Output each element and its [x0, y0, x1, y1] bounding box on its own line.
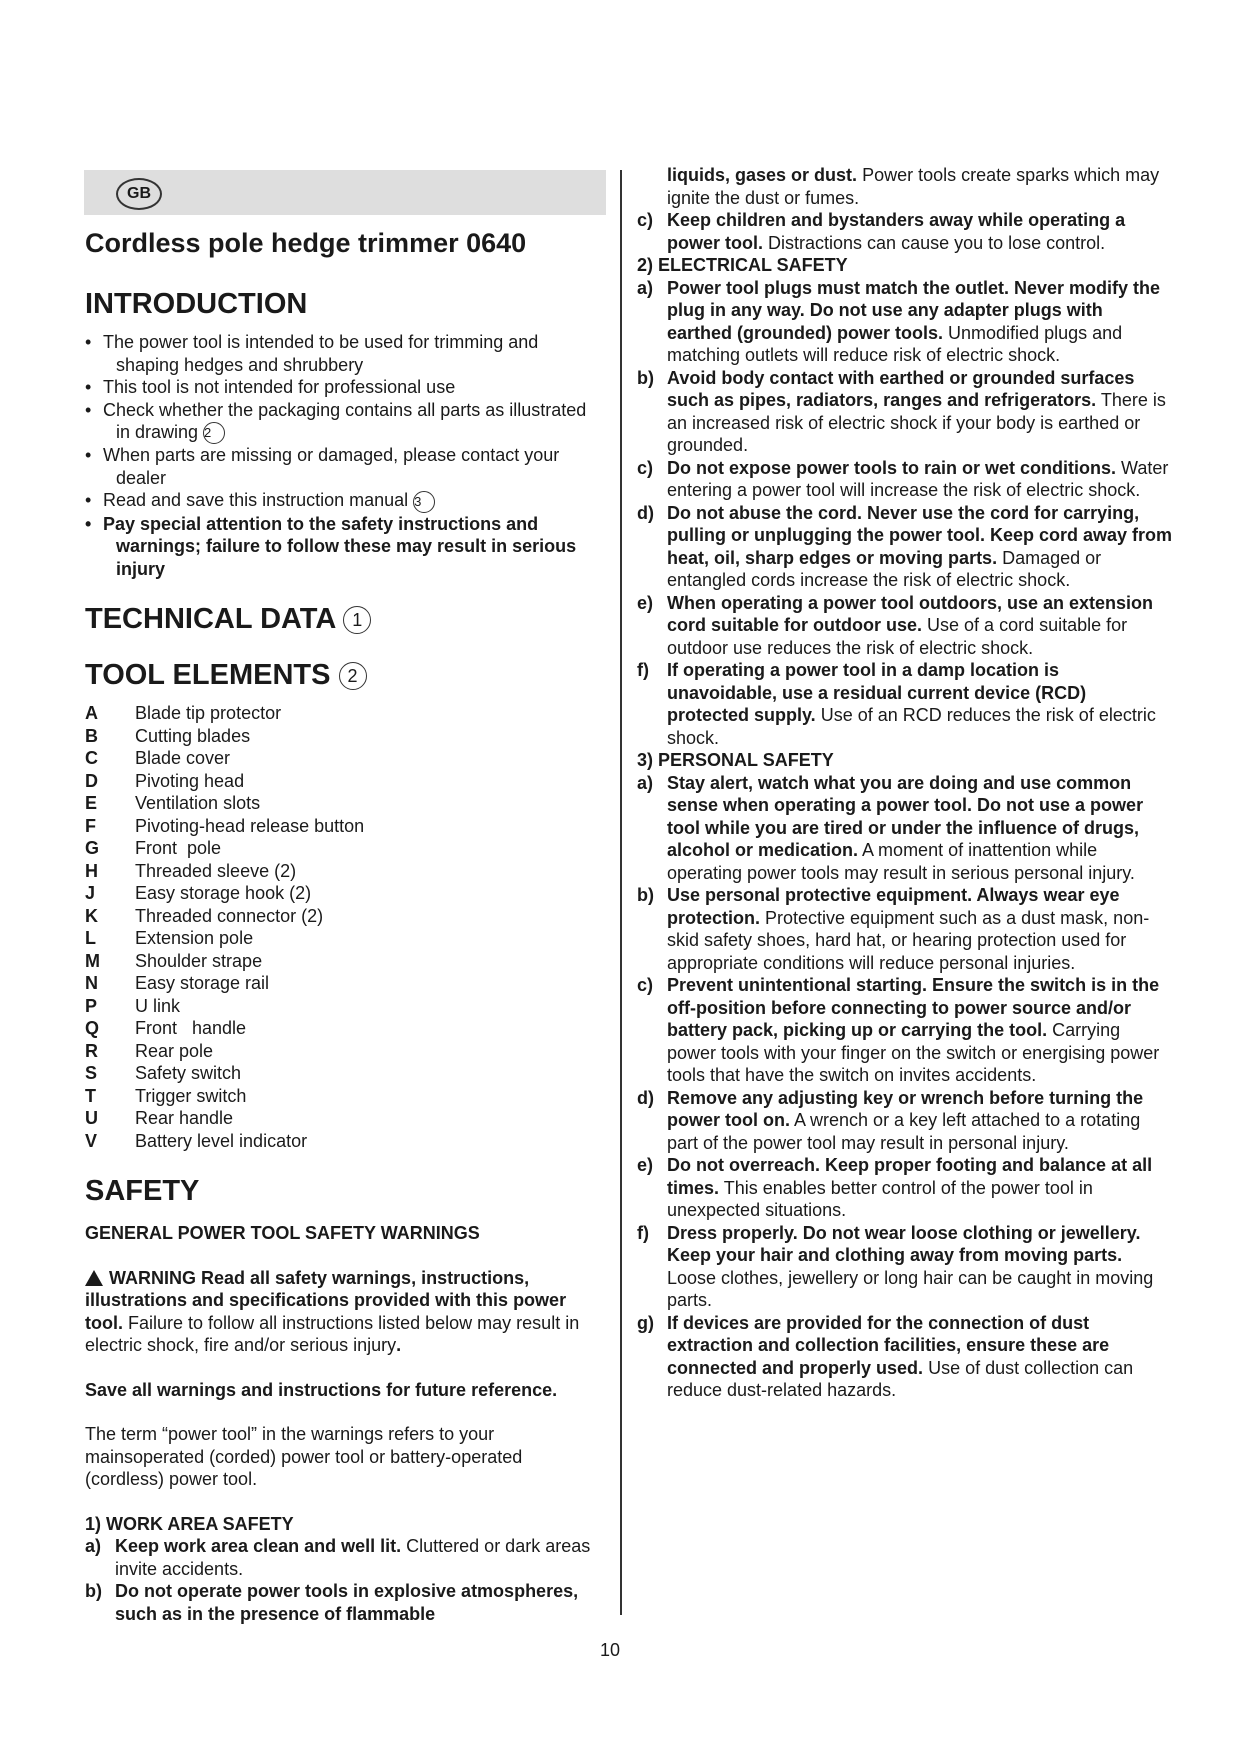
work-area-item-a: a) Keep work area clean and well lit. Cluttered or dark areas invite accidents. [85, 1536, 591, 1579]
tool-element-row [85, 1040, 605, 1063]
item-text: There is an increased risk of electric shock if your body is earthed or grounded. [667, 390, 1166, 455]
tool-element-label: Pivoting head [135, 770, 245, 791]
tool-element-row [85, 792, 605, 815]
item-bold-text: Stay alert, watch what you are doing and use common sense when operating a power tool. Do not use a power tool while you are tired or under the influence of drugs, alcohol or medication. [667, 772, 1144, 860]
tool-element-letter: F [85, 815, 96, 836]
tool-element-letter: L [85, 928, 96, 948]
tool-element-row [85, 950, 605, 973]
term-definition: The term “power tool” in the warnings refers to your mainsoperated (corded) power tool or battery-operated (cordless) power tool. [85, 1424, 523, 1489]
tool-element-label: Front handle [135, 1018, 247, 1038]
tool-element-row [85, 725, 605, 748]
tool-element-letter: C [85, 748, 98, 768]
column-divider [620, 170, 622, 1615]
list-item: • Check whether the packaging contains all parts as illustrated in drawing 2 [85, 399, 605, 445]
personal-safety-item [637, 1312, 1172, 1402]
tool-element-row [85, 927, 605, 950]
work-area-heading: 1) WORK AREA SAFETY [85, 1513, 294, 1534]
tool-element-letter: T [85, 1085, 96, 1106]
tool-element-label: Easy storage rail [135, 973, 270, 993]
personal-safety-item [637, 772, 1172, 885]
electrical-safety-item [637, 277, 1172, 367]
tool-element-letter: V [85, 1130, 98, 1151]
item-label: f) [637, 1222, 649, 1243]
item-bold-text: Do not overreach. Keep proper footing and balance at all times. [667, 1155, 1153, 1198]
tool-element-label: Front pole [135, 838, 222, 858]
list-item: • Pay special attention to the safety instructions and warnings; failure to follow these may result in serious injury [85, 513, 605, 581]
tool-element-letter: A [85, 703, 98, 723]
item-bold-text: When operating a power tool outdoors, use an extension cord suitable for outdoor use. [667, 592, 1154, 635]
tool-element-label: Trigger switch [135, 1085, 247, 1106]
electrical-safety-item [637, 659, 1172, 749]
personal-safety-item [637, 1087, 1172, 1155]
item-text: Water entering a power tool will increase the risk of electric shock. [667, 457, 1169, 500]
tool-element-row [85, 1017, 605, 1040]
tool-element-letter: P [85, 995, 98, 1016]
tool-element-row [85, 860, 605, 883]
warning-paragraph: WARNING Read all safety warnings, instructions, illustrations and specifications provided with this power tool. Failure to follow all instructions listed below may result in electric shock, fire and/or serious injury. [85, 1267, 580, 1355]
item-text: This enables better control of the power tool in unexpected situations. [667, 1177, 1093, 1220]
item-bold-text: If devices are provided for the connection of dust extraction and collection facilities, ensure these are connected and properly used. [667, 1312, 1110, 1378]
item-label: d) [637, 1087, 654, 1108]
item-label: a) [637, 772, 654, 793]
item-bold-text: Power tool plugs must match the outlet. Never modify the plug in any way. Do not use any adapter plugs with earthed (grounded) power tools. [667, 277, 1161, 343]
tool-element-row [85, 995, 605, 1018]
page-title: Cordless pole hedge trimmer 0640 [85, 228, 527, 258]
tool-element-row [85, 1130, 605, 1153]
tool-element-row [85, 1062, 605, 1085]
tool-element-letter: J [85, 883, 96, 903]
work-area-item-b: b) Do not operate power tools in explosive atmospheres, such as in the presence of flammable [85, 1581, 579, 1624]
personal-safety-item [637, 1154, 1172, 1222]
tool-element-letter: R [85, 1040, 98, 1061]
electrical-safety-item [637, 457, 1172, 502]
tool-element-row [85, 882, 605, 905]
personal-safety-item [637, 1222, 1172, 1312]
general-warnings-heading: GENERAL POWER TOOL SAFETY WARNINGS [85, 1223, 480, 1243]
language-badge: GB [116, 178, 162, 210]
drawing-ref-2: 2 [203, 422, 225, 444]
tool-element-letter: N [85, 973, 98, 993]
tool-element-row [85, 815, 605, 838]
list-item: • Read and save this instruction manual 3 [85, 489, 605, 512]
tool-element-label: Safety switch [135, 1063, 242, 1083]
item-label: d) [637, 502, 654, 523]
tool-element-row [85, 905, 605, 928]
list-item: • This tool is not intended for professional use [85, 376, 605, 399]
personal-safety-list [637, 772, 1172, 1402]
personal-safety-item [637, 884, 1172, 974]
item-bold-text: Dress properly. Do not wear loose clothing or jewellery. Keep your hair and clothing away from moving parts. [667, 1222, 1141, 1265]
tool-elements-heading: TOOL ELEMENTS 2 [85, 658, 605, 692]
page-number: 10 [600, 1640, 621, 1660]
item-text: Protective equipment such as a dust mask, non-skid safety shoes, hard hat, or hearing protection used for appropriate conditions will reduce personal injuries. [667, 907, 1150, 973]
tool-element-row [85, 972, 605, 995]
item-text: Damaged or entangled cords increase the risk of electric shock. [667, 547, 1102, 590]
item-text: Use of a cord suitable for outdoor use reduces the risk of electric shock. [667, 615, 1128, 658]
tool-element-letter: M [85, 950, 100, 971]
item-text: A wrench or a key left attached to a rotating part of the power tool may result in personal injury. [667, 1110, 1141, 1153]
language-bar [84, 170, 606, 215]
list-item: • The power tool is intended to be used for trimming and shaping hedges and shrubbery [85, 331, 605, 376]
item-label: e) [637, 592, 654, 613]
tool-element-row [85, 770, 605, 793]
electrical-safety-item [637, 502, 1172, 592]
item-label: c) [637, 975, 654, 995]
tool-element-label: Blade tip protector [135, 703, 282, 723]
tool-element-label: Rear handle [135, 1108, 234, 1128]
item-bold-text: Prevent unintentional starting. Ensure the switch is in the off-position before connecting to power source and/or battery pack, picking up or carrying the tool. [667, 975, 1160, 1040]
tool-element-letter: D [85, 770, 98, 791]
item-bold-text: Do not abuse the cord. Never use the cord for carrying, pulling or unplugging the power tool. Keep cord away from heat, oil, sharp edges or moving parts. [667, 502, 1173, 568]
tool-element-row [85, 747, 605, 770]
item-text: Use of dust collection can reduce dust-related hazards. [667, 1357, 1134, 1400]
warning-icon [85, 1270, 103, 1286]
item-label: c) [637, 457, 654, 478]
tool-element-label: Rear pole [135, 1040, 214, 1061]
introduction-list [85, 331, 605, 580]
tool-element-row [85, 1107, 605, 1130]
safety-heading: SAFETY [85, 1175, 200, 1207]
drawing-ref-2: 2 [339, 662, 367, 690]
personal-safety-item [637, 974, 1172, 1087]
tool-element-letter: H [85, 860, 98, 881]
item-label: g) [637, 1312, 654, 1333]
item-label: f) [637, 660, 649, 680]
item-text: Unmodified plugs and matching outlets will reduce risk of electric shock. [667, 322, 1123, 365]
tool-element-letter: K [85, 905, 98, 926]
item-bold-text: Remove any adjusting key or wrench before turning the power tool on. [667, 1087, 1144, 1130]
tool-element-label: U link [135, 995, 181, 1016]
tool-element-label: Cutting blades [135, 725, 251, 746]
tool-element-label: Threaded connector (2) [135, 905, 324, 926]
tool-element-letter: U [85, 1108, 98, 1128]
tool-element-letter: S [85, 1063, 98, 1083]
item-text: Carrying power tools with your finger on the switch or energising power tools that have the switch on invites accidents. [667, 1020, 1160, 1085]
item-text: A moment of inattention while operating power tools may result in serious personal injury. [667, 840, 1135, 883]
work-area-item-b-continued: liquids, gases or dust. Power tools create sparks which may ignite the dust or fumes. [667, 165, 1160, 208]
tool-element-letter: B [85, 725, 98, 746]
electrical-safety-item [637, 367, 1172, 457]
item-bold-text: If operating a power tool in a damp location is unavoidable, use a residual current device (RCD) protected supply. [667, 660, 1087, 725]
item-bold-text: Avoid body contact with earthed or grounded surfaces such as pipes, radiators, ranges and refrigerators. [667, 367, 1135, 410]
tool-element-row [85, 702, 605, 725]
tool-element-label: Extension pole [135, 928, 254, 948]
drawing-ref-1: 1 [343, 606, 371, 634]
tool-element-letter: Q [85, 1018, 100, 1038]
item-label: e) [637, 1155, 654, 1175]
tool-element-label: Blade cover [135, 748, 231, 768]
item-text: Loose clothes, jewellery or long hair can be caught in moving parts. [667, 1267, 1154, 1310]
tool-elements-list [85, 702, 605, 1152]
item-text: Use of an RCD reduces the risk of electric shock. [667, 705, 1156, 748]
tool-element-label: Battery level indicator [135, 1130, 308, 1151]
technical-data-heading: TECHNICAL DATA 1 [85, 602, 605, 636]
personal-safety-heading: 3) PERSONAL SAFETY [637, 750, 834, 770]
tool-element-label: Ventilation slots [135, 793, 261, 813]
tool-element-letter: G [85, 838, 100, 858]
tool-element-label: Easy storage hook (2) [135, 883, 312, 903]
work-area-item-c: c) Keep children and bystanders away while operating a power tool. Distractions can cause you to lose control. [637, 210, 1126, 253]
item-label: b) [637, 367, 654, 388]
introduction-heading: INTRODUCTION [85, 288, 308, 320]
electrical-safety-list [637, 277, 1172, 750]
electrical-safety-item [637, 592, 1172, 660]
item-bold-text: Use personal protective equipment. Always wear eye protection. [667, 885, 1120, 928]
tool-element-label: Pivoting-head release button [135, 815, 365, 836]
tool-element-letter: E [85, 793, 98, 813]
tool-element-row [85, 837, 605, 860]
list-item: • When parts are missing or damaged, please contact your dealer [85, 444, 605, 489]
tool-element-label: Shoulder strape [135, 950, 263, 971]
electrical-safety-heading: 2) ELECTRICAL SAFETY [637, 255, 848, 275]
item-bold-text: Do not expose power tools to rain or wet conditions. [667, 457, 1117, 478]
drawing-ref-3: 3 [413, 491, 435, 513]
right-column [637, 164, 1172, 1402]
tool-element-row [85, 1085, 605, 1108]
tool-element-label: Threaded sleeve (2) [135, 860, 297, 881]
left-column [85, 170, 605, 1625]
item-label: b) [637, 885, 654, 905]
item-label: a) [637, 277, 654, 298]
save-instructions: Save all warnings and instructions for future reference. [85, 1379, 558, 1400]
